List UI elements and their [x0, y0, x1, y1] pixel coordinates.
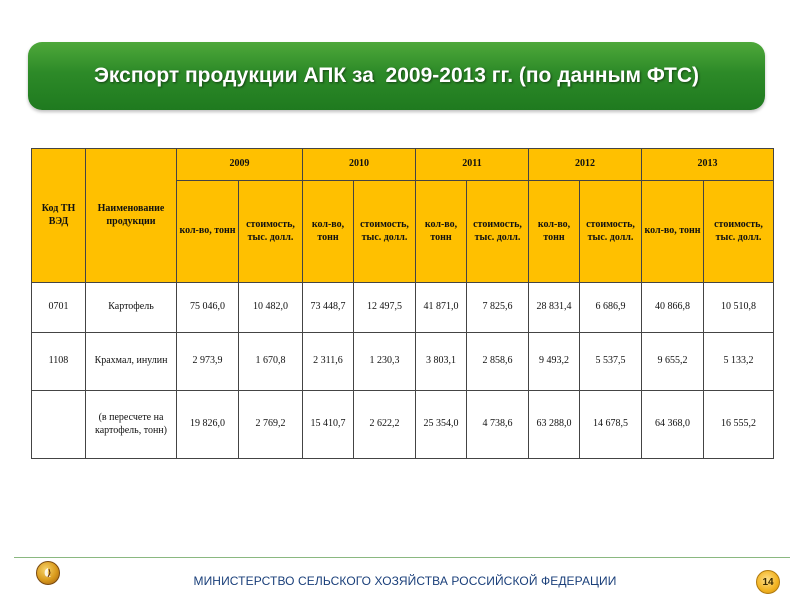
- cell-name: (в пересчете на картофель, тонн): [86, 391, 177, 459]
- cell-value: 4 738,6: [467, 391, 529, 459]
- cell-value: 5 537,5: [580, 333, 642, 391]
- cell-value: 41 871,0: [416, 283, 467, 333]
- cell-value: 2 622,2: [354, 391, 416, 459]
- header-cost: стоимость, тыс. долл.: [704, 181, 774, 283]
- header-qty: кол-во, тонн: [529, 181, 580, 283]
- cell-name: Картофель: [86, 283, 177, 333]
- footer-ministry-name: МИНИСТЕРСТВО СЕЛЬСКОГО ХОЗЯЙСТВА РОССИЙСКОЙ ФЕДЕРАЦИИ: [193, 574, 617, 588]
- cell-value: 12 497,5: [354, 283, 416, 333]
- footer-divider: [14, 557, 790, 558]
- header-cost: стоимость, тыс. долл.: [239, 181, 303, 283]
- header-qty: кол-во, тонн: [303, 181, 354, 283]
- header-cost: стоимость, тыс. долл.: [467, 181, 529, 283]
- cell-value: 1 670,8: [239, 333, 303, 391]
- title-banner: [28, 42, 765, 110]
- cell-value: 2 311,6: [303, 333, 354, 391]
- slide-title: Экспорт продукции АПК за 2009-2013 гг. (по данным ФТС): [93, 64, 700, 87]
- cell-value: 7 825,6: [467, 283, 529, 333]
- header-year-2009: 2009: [177, 149, 303, 181]
- header-cost: стоимость, тыс. долл.: [354, 181, 416, 283]
- cell-value: 2 769,2: [239, 391, 303, 459]
- header-code: Код ТН ВЭД: [32, 149, 86, 283]
- table-row: [32, 283, 774, 333]
- page-number-badge: 14: [756, 570, 780, 594]
- table-row: [32, 333, 774, 391]
- cell-value: 63 288,0: [529, 391, 580, 459]
- cell-value: 15 410,7: [303, 391, 354, 459]
- cell-value: 10 510,8: [704, 283, 774, 333]
- header-year-2012: 2012: [529, 149, 642, 181]
- cell-value: 2 973,9: [177, 333, 239, 391]
- header-cost: стоимость, тыс. долл.: [580, 181, 642, 283]
- cell-value: 16 555,2: [704, 391, 774, 459]
- cell-value: 73 448,7: [303, 283, 354, 333]
- cell-code: [32, 391, 86, 459]
- cell-value: 28 831,4: [529, 283, 580, 333]
- export-table: [31, 148, 774, 459]
- cell-value: 14 678,5: [580, 391, 642, 459]
- cell-value: 1 230,3: [354, 333, 416, 391]
- emblem-glyph-icon: [41, 566, 55, 580]
- table-row: [32, 391, 774, 459]
- cell-name: Крахмал, инулин: [86, 333, 177, 391]
- cell-value: 9 493,2: [529, 333, 580, 391]
- cell-value: 6 686,9: [580, 283, 642, 333]
- cell-code: 1108: [32, 333, 86, 391]
- header-year-2010: 2010: [303, 149, 416, 181]
- cell-value: 64 368,0: [642, 391, 704, 459]
- cell-value: 10 482,0: [239, 283, 303, 333]
- cell-value: 25 354,0: [416, 391, 467, 459]
- cell-code: 0701: [32, 283, 86, 333]
- header-row-years: [32, 149, 774, 181]
- cell-value: 19 826,0: [177, 391, 239, 459]
- cell-value: 9 655,2: [642, 333, 704, 391]
- cell-value: 3 803,1: [416, 333, 467, 391]
- header-qty: кол-во, тонн: [642, 181, 704, 283]
- header-year-2013: 2013: [642, 149, 774, 181]
- cell-value: 2 858,6: [467, 333, 529, 391]
- cell-value: 40 866,8: [642, 283, 704, 333]
- header-qty: кол-во, тонн: [416, 181, 467, 283]
- cell-value: 75 046,0: [177, 283, 239, 333]
- ministry-emblem-icon: [36, 561, 60, 585]
- header-name: Наименование продукции: [86, 149, 177, 283]
- header-qty: кол-во, тонн: [177, 181, 239, 283]
- header-year-2011: 2011: [416, 149, 529, 181]
- cell-value: 5 133,2: [704, 333, 774, 391]
